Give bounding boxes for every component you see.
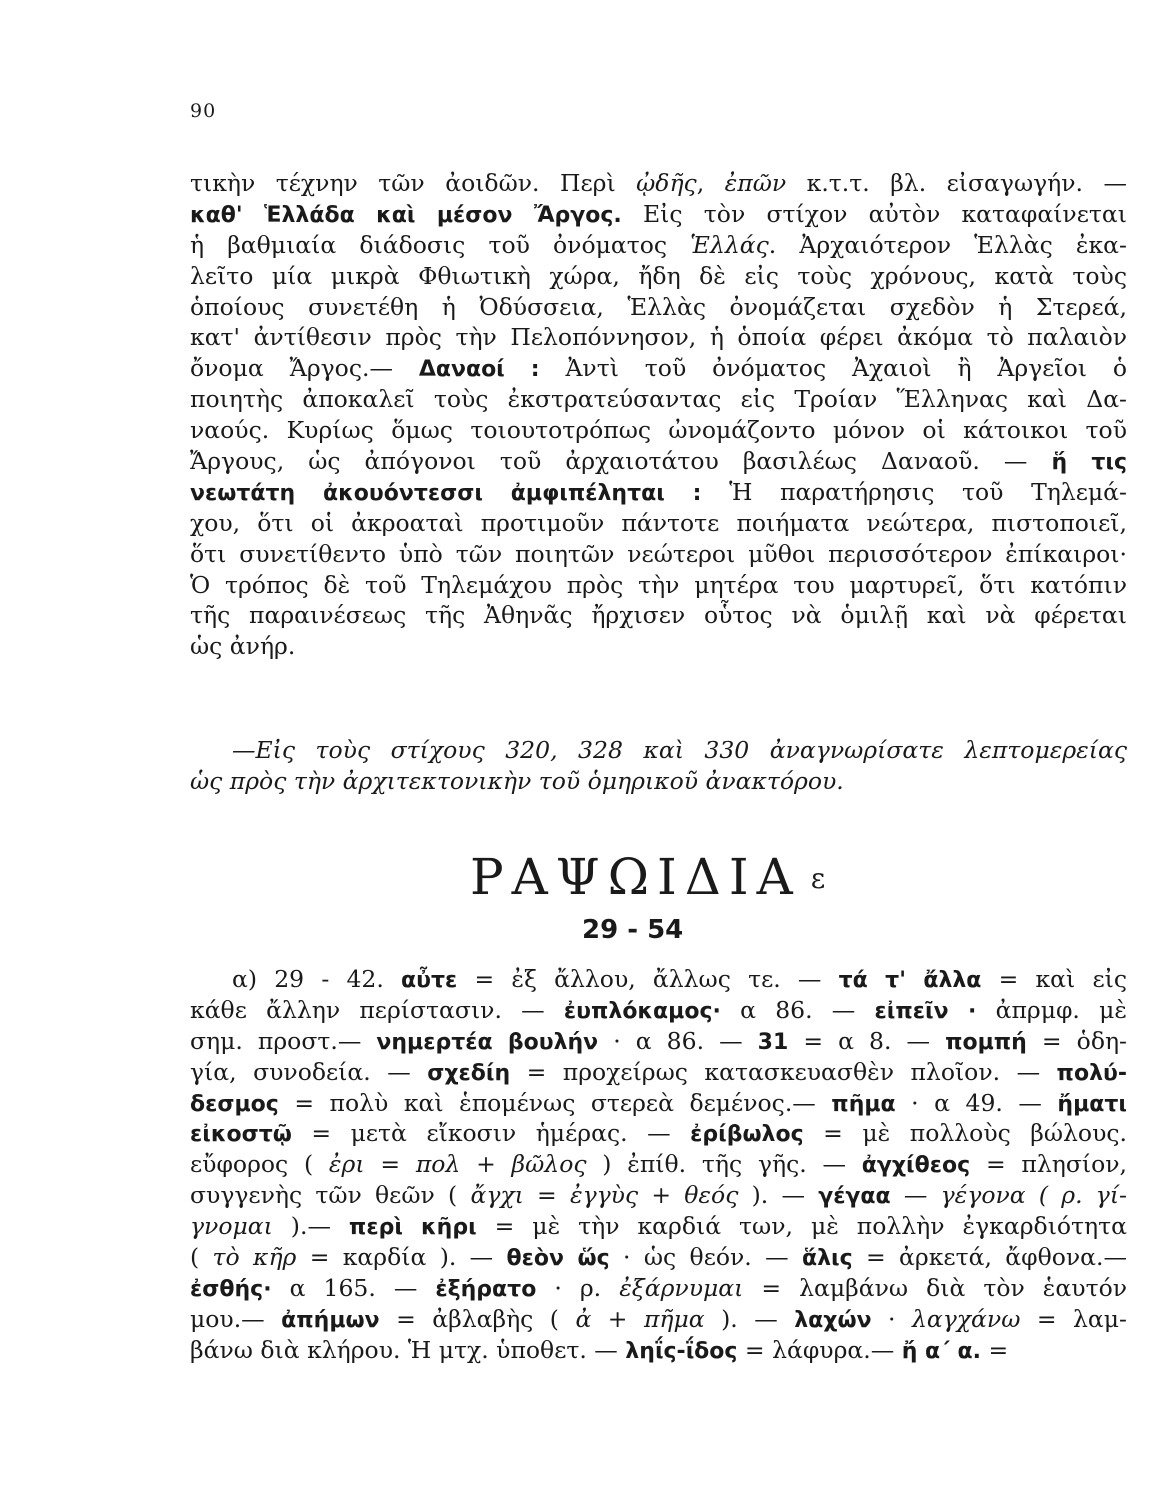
text-line (190, 600, 1127, 631)
text-span: ἡ βαθμιαία διάδοσις τοῦ ὀνόματος (190, 230, 691, 259)
text-span: = πολὺ καὶ ἑπομένως στερεὰ δεμένος.— (278, 1088, 832, 1117)
text-span: ). — (704, 1304, 795, 1333)
headword: περὶ κῆρι (348, 1215, 477, 1241)
text-span: τικὴν τέχνην τῶν ἀοιδῶν. Περὶ (190, 169, 637, 197)
text-span: λεῖτο μία μικρὰ Φθιωτικὴ χώρα, ἤδη δὲ εἰς τοὺς χρόνους, κατὰ τοὺς (190, 261, 1127, 290)
headword: δεσμος (190, 1091, 279, 1117)
text-span: = πλησίον, (970, 1150, 1127, 1179)
headword: γέγαα (818, 1184, 891, 1210)
italic-text: γέγονα ( ρ. γί- (940, 1181, 1127, 1210)
headword: ἥ τις (1051, 450, 1127, 476)
italic-text: ἀ + πῆμα (575, 1304, 705, 1333)
text-span: ) ἐπίθ. τῆς γῆς. — (586, 1150, 862, 1179)
text-span: Ἄργους, ὡς ἀπόγονοι τοῦ ἀρχαιοτάτου βασιλέως Δαναοῦ. — (190, 447, 1052, 476)
text-span: = ἀρκετά, ἄφθονα.— (852, 1243, 1127, 1272)
text-span: , (696, 169, 725, 197)
text-line (190, 322, 1127, 353)
italic-text: τὸ κῆρ (212, 1243, 297, 1272)
headword: ἤματι (1057, 1091, 1127, 1117)
headword: ἐσθής· (190, 1276, 272, 1302)
text-span: ).— (272, 1212, 349, 1241)
headword: 31 (757, 1029, 789, 1055)
text-span: = καρδία ). — (296, 1243, 507, 1272)
text-line (190, 1242, 1127, 1273)
text-span: · ὡς θεόν. — (609, 1243, 802, 1272)
text-line (190, 1211, 1127, 1242)
italic-text: λαγχάνω (911, 1304, 1021, 1333)
text-span: · ρ. (536, 1273, 620, 1302)
text-line (190, 1057, 1127, 1088)
text-span: κ.τ.τ. βλ. εἰσαγωγήν. — (786, 169, 1127, 197)
text-line (190, 1180, 1127, 1211)
rhapsody-title: ΡΑΨΩΙΔΙΑ (470, 848, 801, 906)
text-span: βάνω διὰ κλήρου. Ἡ μτχ. ὑποθετ. — (190, 1335, 626, 1364)
text-span: = μὲ πολλοὺς βώλους. (803, 1119, 1127, 1148)
headword: αὖτε (401, 968, 458, 993)
commentary-paragraph (190, 168, 1127, 662)
text-span: κάθε ἄλλην περίστασιν. — (190, 995, 564, 1024)
headword: εἰπεῖν · (874, 998, 977, 1024)
text-line (190, 168, 1127, 199)
headword: ἐυπλόκαμος· (563, 998, 721, 1024)
text-span: = καὶ εἰς (981, 965, 1127, 993)
text-line (190, 353, 1127, 384)
text-line (190, 1335, 1127, 1366)
text-span: ὡς ἀνήρ. (190, 632, 296, 661)
text-line (190, 995, 1127, 1026)
text-span: ὅτι συνετίθεντο ὑπὸ τῶν ποιητῶν νεώτεροι μῦθοι περισσότερον ἐπίκαιροι· (190, 539, 1127, 568)
text-span: = ἀβλαβὴς ( (379, 1304, 576, 1333)
headword: Δαναοί : (418, 357, 540, 383)
headword: καθ' Ἑλλάδα καὶ μέσον Ἄργος. (190, 202, 622, 228)
text-line (190, 1026, 1127, 1057)
text-line (190, 631, 1127, 662)
headword: πολύ- (1056, 1060, 1127, 1086)
text-span: = μετὰ εἴκοσιν ἡμέρας. — (291, 1119, 691, 1148)
text-span: εὔφορος ( (190, 1150, 329, 1179)
exercise-paragraph (190, 735, 1127, 797)
text-line (190, 1304, 1127, 1335)
text-line (190, 292, 1127, 323)
text-span: κατ' ἀντίθεσιν πρὸς τὴν Πελοπόννησον, ἡ ὁποία φέρει ἀκόμα τὸ παλαιὸν (190, 323, 1127, 352)
text-span: συγγενὴς τῶν θεῶν ( (190, 1181, 471, 1210)
text-span: σημ. προστ.— (190, 1026, 377, 1055)
italic-text: Ἑλλάς (690, 230, 769, 259)
text-span: μου.— (190, 1304, 282, 1333)
text-span: ( (190, 1243, 213, 1272)
headword: θεὸν ὥς (506, 1246, 610, 1272)
italic-text: ἐπῶν (724, 169, 787, 197)
text-line (190, 477, 1127, 508)
text-span: ἀπρμφ. μὲ (976, 995, 1127, 1024)
text-span: ναούς. Κυρίως ὅμως τοιουτοτρόπως ὠνομάζοντο μόνον οἱ κάτοικοι τοῦ (190, 416, 1127, 445)
italic-text: ἄγχι = ἐγγὺς + θεός (470, 1181, 739, 1210)
text-line (190, 964, 1127, 995)
headword: σχεδίη (427, 1060, 511, 1086)
text-span: · α 86. — (598, 1026, 758, 1055)
headword: ἀγχίθεος (861, 1153, 971, 1179)
headword: εἰκοστῷ (190, 1122, 292, 1148)
italic-text: ἐξάρνυμαι (619, 1273, 744, 1302)
text-span: ὁποίους συνετέθη ἡ Ὀδύσσεια, Ἑλλὰς ὀνομάζεται σχεδὸν ἡ Στερεά, (190, 292, 1127, 321)
italic-text: —Εἰς τοὺς στίχους 320, 328 καὶ 330 ἀναγνωρίσατε λεπτομερείας (232, 736, 1127, 764)
text-line (190, 230, 1127, 261)
text-span: α) 29 - 42. (232, 965, 402, 993)
text-span: = λάφυρα.— (737, 1335, 902, 1364)
text-span: — (890, 1181, 941, 1210)
text-span: α 86. — (720, 995, 875, 1024)
text-line (190, 1088, 1127, 1119)
text-span: ὄνομα Ἄργος.— (190, 354, 419, 383)
text-span: = μὲ τὴν καρδιά των, μὲ πολλὴν ἐγκαρδιότητα (476, 1212, 1127, 1241)
text-span: α 165. — (271, 1273, 436, 1302)
headword: πομπή (945, 1029, 1027, 1055)
text-line (190, 508, 1127, 539)
text-span: = ἐξ ἄλλου, ἄλλως τε. — (457, 965, 839, 993)
text-line (190, 446, 1127, 477)
text-line (190, 384, 1127, 415)
glossary-paragraph (190, 964, 1127, 1366)
text-span: · (871, 1304, 912, 1333)
italic-text: ἐρι = πολ + βῶλος (328, 1150, 587, 1179)
rhapsody-letter: ε (810, 862, 826, 895)
text-span: Ἀντὶ τοῦ ὀνόματος Ἀχαιοὶ ἢ Ἀργεῖοι ὁ (539, 354, 1127, 383)
text-line (190, 261, 1127, 292)
text-line (190, 415, 1127, 446)
italic-text: γνομαι (190, 1212, 273, 1241)
text-span: = (981, 1335, 1009, 1364)
text-span: χου, ὅτι οἱ ἀκροαταὶ προτιμοῦν πάντοτε ποιήματα νεώτερα, πιστοποιεῖ, (190, 508, 1127, 537)
italic-text: ᾠδῆς (636, 169, 697, 197)
rhapsody-heading (470, 848, 870, 906)
headword: νημερτέα βουλήν (376, 1029, 599, 1055)
text-span: τῆς παραινέσεως τῆς Ἀθηνᾶς ἤρχισεν οὗτος νὰ ὁμιλῇ καὶ νὰ φέρεται (190, 601, 1127, 630)
text-span: = προχείρως κατασκευασθὲν πλοῖον. — (510, 1057, 1057, 1086)
text-span: ποιητὴς ἀποκαλεῖ τοὺς ἐκστρατεύσαντας εἰς Τροίαν Ἕλληνας καὶ Δα- (190, 385, 1127, 414)
text-line (190, 199, 1127, 230)
headword: ἐρίβωλος (690, 1122, 804, 1148)
headword: ἐξήρατο (435, 1276, 537, 1302)
page-number: 90 (190, 100, 217, 122)
text-span: . Ἀρχαιότερον Ἑλλὰς ἐκα- (768, 230, 1127, 259)
text-span: Ὁ τρόπος δὲ τοῦ Τηλεμάχου πρὸς τὴν μητέρα του μαρτυρεῖ, ὅτι κατόπιν (190, 570, 1127, 599)
text-span: Εἰς τὸν στίχον αὐτὸν καταφαίνεται (621, 199, 1127, 228)
text-line (190, 735, 1127, 766)
headword: ληΐς-ΐδος (625, 1338, 738, 1364)
headword: τά τ' ἄλλα (838, 968, 982, 993)
text-span: = ὁδη- (1026, 1026, 1127, 1055)
headword: νεωτάτη ἀκουόντεσσι ἀμφιπέληται : (190, 480, 702, 506)
text-line (190, 766, 1127, 797)
italic-text: ὡς πρὸς τὴν ἀρχιτεκτονικὴν τοῦ ὁμηρικοῦ ἀνακτόρου. (190, 766, 844, 795)
headword: ἤ α΄ α. (901, 1338, 981, 1364)
text-line (190, 570, 1127, 601)
text-span: = λαμ- (1020, 1304, 1127, 1333)
text-line (190, 1118, 1127, 1149)
text-line (190, 1273, 1127, 1304)
headword: ἀπήμων (281, 1307, 380, 1333)
text-line (190, 539, 1127, 570)
headword: λαχών (794, 1307, 872, 1333)
headword: πῆμα (831, 1091, 896, 1117)
text-span: ). — (738, 1181, 819, 1210)
text-span: = λαμβάνω διὰ τὸν ἑαυτόν (743, 1273, 1127, 1302)
text-span: = α 8. — (788, 1026, 946, 1055)
verse-range-heading: 29 - 54 (582, 915, 684, 945)
text-span: Ἡ παρατήρησις τοῦ Τηλεμά- (701, 477, 1127, 506)
headword: ἅλις (801, 1246, 853, 1272)
text-span: γία, συνοδεία. — (190, 1057, 428, 1086)
text-line (190, 1149, 1127, 1180)
text-span: · α 49. — (895, 1088, 1058, 1117)
